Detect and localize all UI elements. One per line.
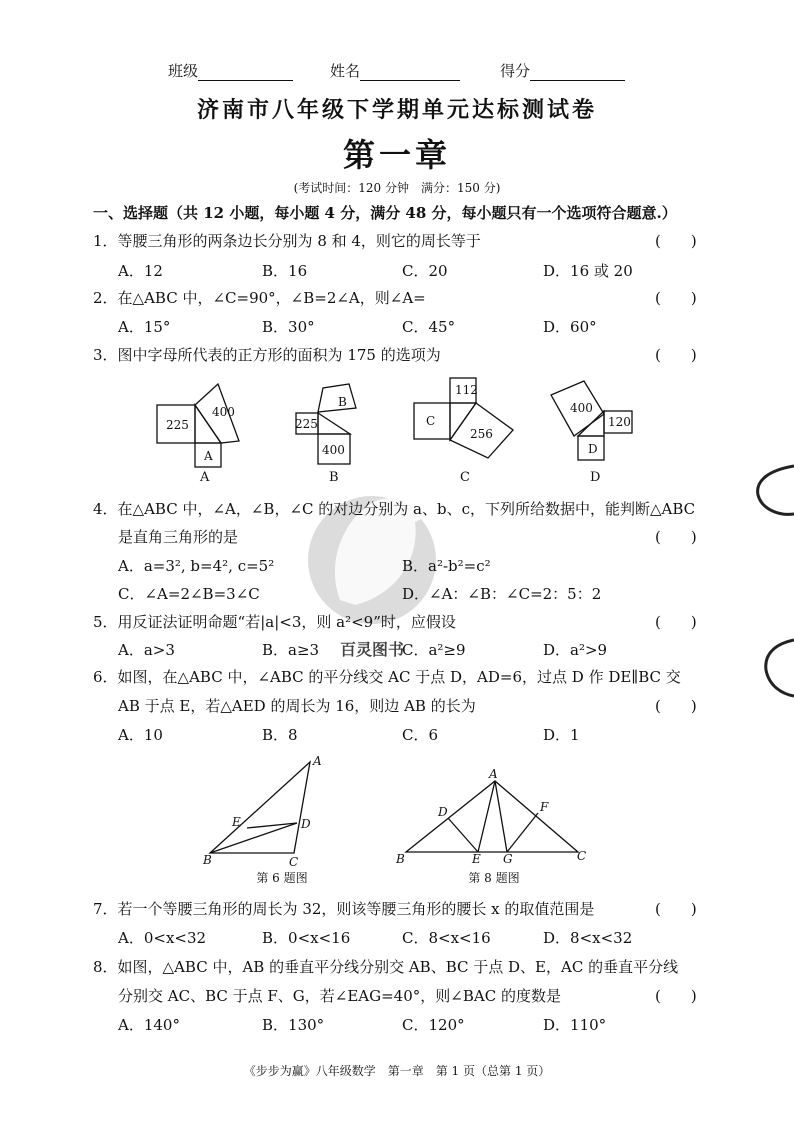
class-field: 班级 <box>168 60 293 81</box>
name-field: 姓名 <box>330 60 460 81</box>
fig6-label-e: E <box>232 815 241 829</box>
answer-paren-5[interactable]: ( ) <box>655 613 697 631</box>
q5-option-b: B．a≥3 <box>262 641 320 659</box>
figure-6 <box>210 762 310 853</box>
q3a-target-label: A <box>204 449 213 463</box>
fig8-label-a: A <box>489 767 498 781</box>
q1-option-b: B．16 <box>262 262 308 280</box>
q1-option-a: A．12 <box>118 262 163 280</box>
q7-option-c: C．8<x<16 <box>402 929 491 947</box>
fig8-label-g: G <box>503 852 513 866</box>
score-field: 得分 <box>500 60 625 81</box>
q3-option-d: D <box>590 470 601 485</box>
q8-option-c: C．120° <box>402 1016 465 1034</box>
fig6-label-a: A <box>313 754 322 768</box>
answer-paren-4[interactable]: ( ) <box>655 528 697 546</box>
fig6-caption: 第 6 题图 <box>256 871 308 885</box>
fig8-label-e: E <box>472 852 481 866</box>
q7-option-a: A．0<x<32 <box>118 929 207 947</box>
q2-option-a: A．15° <box>118 318 171 336</box>
q4-option-c: C．∠A=2∠B=3∠C <box>118 585 260 603</box>
question-3: 3．图中字母所代表的正方形的面积为 175 的选项为 <box>93 346 441 364</box>
q3c-target-label: C <box>426 414 436 428</box>
question-4: 4．在△ABC 中，∠A，∠B，∠C 的对边分别为 a、b、c，下列所给数据中，能判断△ABC <box>93 500 696 518</box>
q8-option-d: D．110° <box>543 1016 607 1034</box>
question-7: 7．若一个等腰三角形的周长为 32，则该等腰三角形的腰长 x 的取值范围是 <box>93 900 595 918</box>
q2-option-b: B．30° <box>262 318 315 336</box>
question-2: 2．在△ABC 中，∠C=90°，∠B=2∠A，则∠A= <box>93 289 426 307</box>
q5-option-c: C．a²≥9 <box>402 641 466 659</box>
q2-option-c: C．45° <box>402 318 456 336</box>
q3-option-b: B <box>329 470 339 485</box>
q3a-square-2-label: 400 <box>212 405 235 419</box>
fig8-label-b: B <box>396 852 405 866</box>
answer-paren-2[interactable]: ( ) <box>655 289 697 307</box>
q6-option-a: A．10 <box>118 726 163 744</box>
question-6-line2: AB 于点 E，若△AED 的周长为 16，则边 AB 的长为 <box>118 697 476 715</box>
q3d-target-label: D <box>588 442 598 456</box>
q3d-square-1-label: 400 <box>570 401 593 415</box>
exam-title: 济南市八年级下学期单元达标测试卷 <box>196 97 597 123</box>
margin-mark-top <box>758 466 794 514</box>
q3-option-a: A <box>200 470 210 485</box>
exam-info: (考试时间：120 分钟 满分：150 分) <box>293 181 501 195</box>
q3a-square-1-label: 225 <box>166 418 189 432</box>
q2-option-d: D．60° <box>543 318 597 336</box>
fig8-caption: 第 8 题图 <box>468 871 520 885</box>
answer-paren-1[interactable]: ( ) <box>655 232 697 250</box>
q3c-square-1-label: 112 <box>455 383 478 397</box>
question-4-line2: 是直角三角形的是 <box>118 528 239 546</box>
margin-mark-bottom <box>766 640 794 696</box>
q3c-square-2-label: 256 <box>470 427 493 441</box>
answer-paren-6[interactable]: ( ) <box>655 697 697 715</box>
q7-option-d: D．8<x<32 <box>543 929 633 947</box>
watermark-text: 百灵图书 <box>339 640 405 659</box>
question-5: 5．用反证法证明命题“若|a|<3，则 a²<9”时，应假设 <box>93 613 456 631</box>
q4-option-d: D．∠A：∠B：∠C=2：5：2 <box>402 585 602 603</box>
question-1: 1．等腰三角形的两条边长分别为 8 和 4，则它的周长等于 <box>93 232 481 250</box>
q8-option-a: A．140° <box>118 1016 180 1034</box>
q4-option-b: B．a²-b²=c² <box>402 557 491 575</box>
answer-paren-8[interactable]: ( ) <box>655 987 697 1005</box>
q1-option-c: C．20 <box>402 262 448 280</box>
section-title: 一、选择题（共 12 小题，每小题 4 分，满分 48 分，每小题只有一个选项符合题意.） <box>93 204 677 222</box>
question-8-line2: 分别交 AC、BC 于点 F、G，若∠EAG=40°，则∠BAC 的度数是 <box>118 987 561 1005</box>
question-6: 6．如图，在△ABC 中，∠ABC 的平分线交 AC 于点 D，AD=6，过点 D 作 DE∥BC 交 <box>93 668 681 686</box>
fig6-label-d: D <box>301 817 311 831</box>
q3-option-c: C <box>460 470 470 485</box>
q7-option-b: B．0<x<16 <box>262 929 351 947</box>
q5-option-d: D．a²>9 <box>543 641 608 659</box>
fig6-label-c: C <box>289 855 299 869</box>
q6-option-c: C．6 <box>402 726 439 744</box>
chapter-title: 第一章 <box>342 136 451 174</box>
answer-paren-7[interactable]: ( ) <box>655 900 697 918</box>
fig6-label-b: B <box>203 853 212 867</box>
q5-option-a: A．a>3 <box>118 641 175 659</box>
answer-paren-3[interactable]: ( ) <box>655 346 697 364</box>
page-footer: 《步步为赢》八年级数学 第一章 第 1 页（总第 1 页） <box>243 1064 551 1078</box>
question-8: 8．如图，△ABC 中，AB 的垂直平分线分别交 AB、BC 于点 D、E，AC 的垂直平分线 <box>93 958 679 976</box>
fig8-label-d: D <box>438 805 448 819</box>
q6-option-d: D．1 <box>543 726 580 744</box>
q3d-square-2-label: 120 <box>608 415 631 429</box>
q3b-square-2-label: 400 <box>322 443 345 457</box>
q1-option-d: D．16 或 20 <box>543 262 633 280</box>
fig8-label-f: F <box>540 800 549 814</box>
q4-option-a: A．a=3², b=4², c=5² <box>118 557 275 575</box>
fig8-label-c: C <box>577 849 587 863</box>
q3b-target-label: B <box>338 395 347 409</box>
q3b-square-1-label: 225 <box>295 417 318 431</box>
q6-option-b: B．8 <box>262 726 298 744</box>
figure-8 <box>406 781 578 852</box>
q8-option-b: B．130° <box>262 1016 325 1034</box>
